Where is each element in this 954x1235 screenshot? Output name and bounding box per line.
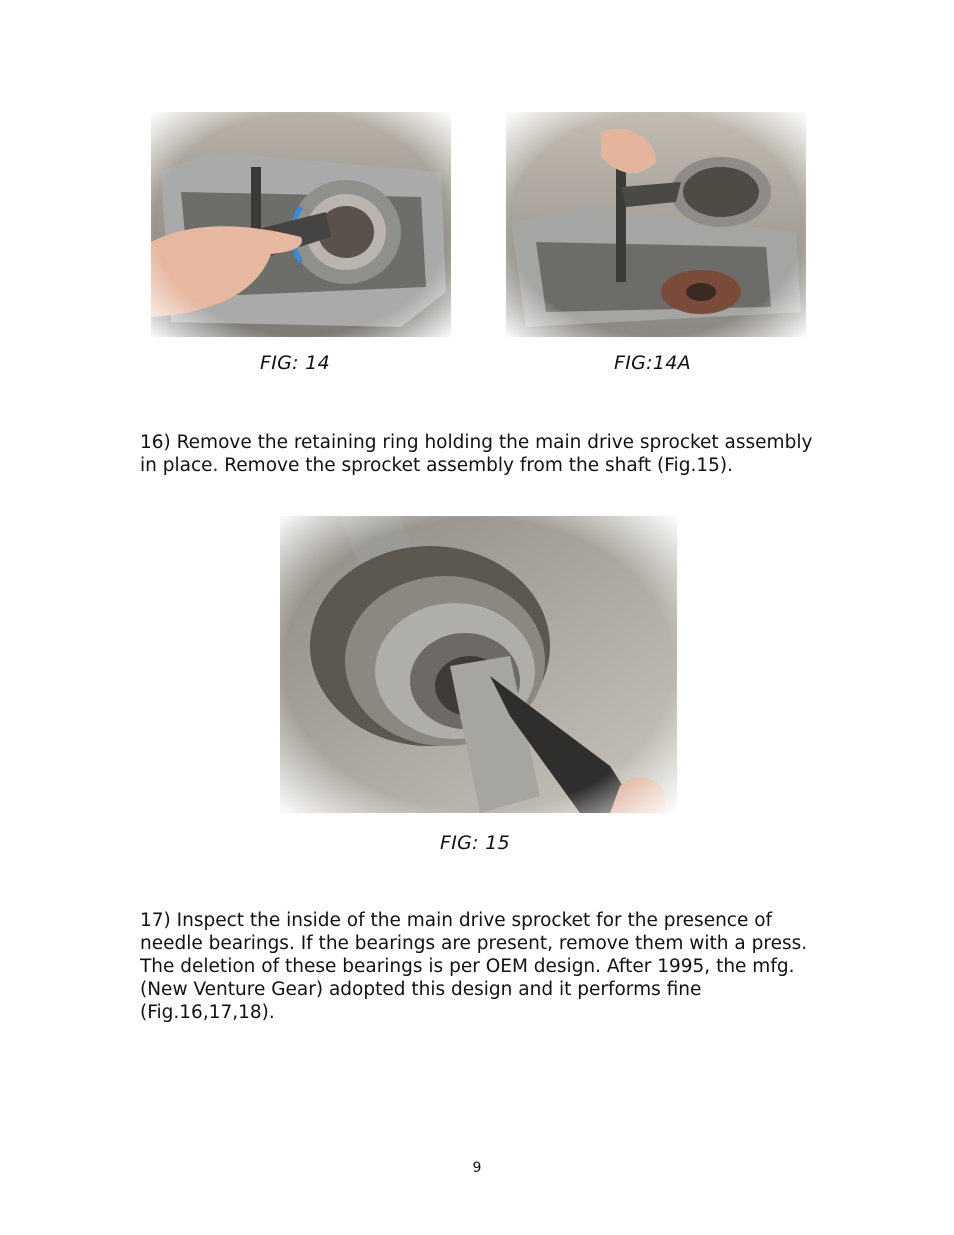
step-16-text: 16) Remove the retaining ring holding the main drive sprocket assembly in place. Remove the sprocket assembly from the shaft (Fig.15). (140, 432, 813, 476)
step-17-text: 17) Inspect the inside of the main drive sprocket for the presence of needle bearings. If the bearings are present, remove them with a press. The deletion of these bearings is per OEM design. After 1995, the mfg. (New Venture Gear) adopted this design and it performs fine (Fig.16,17,18). (140, 910, 808, 1023)
fig-14-caption: FIG: 14 (260, 352, 330, 374)
page-number: 9 (472, 1160, 482, 1176)
fig-14a-photo (506, 112, 806, 337)
fig-15-caption: FIG: 15 (440, 832, 510, 854)
fig-14-photo (151, 112, 451, 337)
fig-14a-caption: FIG:14A (614, 352, 691, 374)
fig-15-photo (280, 516, 677, 813)
